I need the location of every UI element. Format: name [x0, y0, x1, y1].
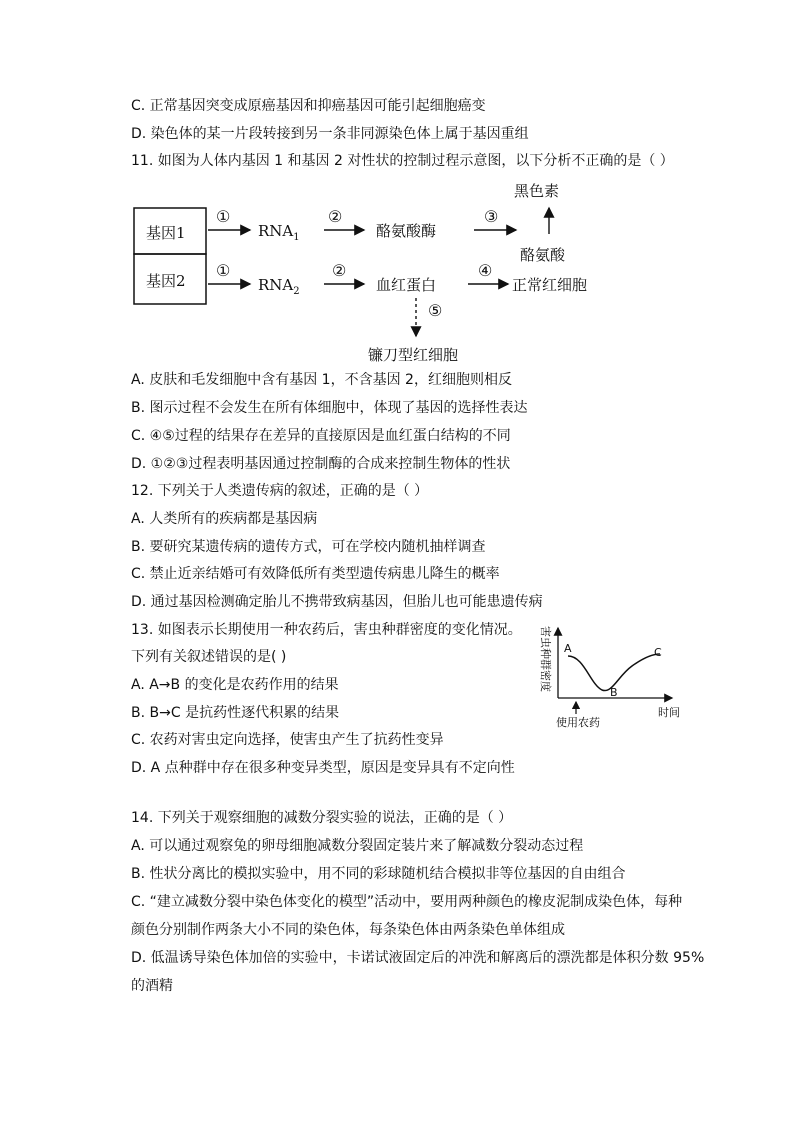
- q13-stem-line1: 13. 如图表示长期使用一种农药后，害虫种群密度的变化情况。: [131, 622, 522, 638]
- gene-expression-diagram: [128, 176, 628, 366]
- sickle-rbc-label: 镰刀型红细胞: [368, 346, 459, 364]
- q12-option-b: B. 要研究某遗传病的遗传方式，可在学校内随机抽样调查: [131, 539, 486, 555]
- rna1-label: $RNA_1$: [258, 222, 300, 243]
- step4-label: ④: [478, 261, 493, 280]
- tyrosine-label: 酪氨酸: [520, 246, 566, 264]
- q11-option-b: B. 图示过程不会发生在所有体细胞中，体现了基因的选择性表达: [131, 400, 528, 416]
- q14-option-b: B. 性状分离比的模拟实验中，用不同的彩球随机结合模拟非等位基因的自由组合: [131, 866, 626, 882]
- point-a-label: A: [564, 642, 572, 655]
- q11-option-d: D. ①②③过程表明基因通过控制酶的合成来控制生物体的性状: [131, 456, 511, 472]
- step1-label-top: ①: [216, 207, 231, 226]
- q13-stem-line2: 下列有关叙述错误的是( ): [131, 649, 287, 665]
- q14-stem: 14. 下列关于观察细胞的减数分裂实验的说法，正确的是（ ）: [131, 810, 513, 826]
- q10-option-c: C. 正常基因突变成原癌基因和抑癌基因可能引起细胞癌变: [131, 98, 486, 114]
- x-axis-label: 时间: [658, 706, 680, 719]
- step5-label: ⑤: [428, 301, 443, 320]
- q13-option-a: A. A→B 的变化是农药作用的结果: [131, 677, 339, 693]
- q12-option-a: A. 人类所有的疾病都是基因病: [131, 511, 318, 527]
- gene2-label: 基因2: [146, 272, 186, 290]
- step2-label-top: ②: [328, 207, 343, 226]
- q11-option-a: A. 皮肤和毛发细胞中含有基因 1，不含基因 2，红细胞则相反: [131, 372, 512, 388]
- gene1-label: 基因1: [146, 224, 186, 242]
- q14-option-c-line2: 颜色分别制作两条大小不同的染色体，每条染色体由两条染色单体组成: [131, 922, 565, 938]
- q10-option-d: D. 染色体的某一片段转接到另一条非同源染色体上属于基因重组: [131, 126, 529, 142]
- q12-option-c: C. 禁止近亲结婚可有效降低所有类型遗传病患儿降生的概率: [131, 566, 500, 582]
- melanin-label: 黑色素: [514, 182, 560, 200]
- q13-option-b: B. B→C 是抗药性逐代积累的结果: [131, 705, 340, 721]
- rna2-label: $RNA_2$: [258, 276, 300, 297]
- pesticide-marker-label: 使用农药: [556, 716, 600, 729]
- q14-option-c-line1: C. “建立减数分裂中染色体变化的模型”活动中，要用两种颜色的橡皮泥制成染色体，每种: [131, 894, 683, 910]
- pest-density-chart: [532, 622, 702, 732]
- step2-label-bottom: ②: [332, 261, 347, 280]
- enzyme-label: 酪氨酸酶: [376, 222, 437, 240]
- q14-option-d-line2: 的酒精: [131, 978, 173, 994]
- point-c-label: C: [654, 646, 662, 659]
- normal-rbc-label: 正常红细胞: [512, 276, 588, 294]
- point-b-label: B: [610, 686, 618, 699]
- q12-option-d: D. 通过基因检测确定胎儿不携带致病基因，但胎儿也可能患遗传病: [131, 594, 543, 610]
- q14-option-d-line1: D. 低温诱导染色体加倍的实验中，卡诺试液固定后的冲洗和解离后的漂洗都是体积分数 95%: [131, 950, 705, 966]
- hemoglobin-label: 血红蛋白: [376, 276, 437, 294]
- q14-option-a: A. 可以通过观察兔的卵母细胞减数分裂固定装片来了解减数分裂动态过程: [131, 838, 584, 854]
- q11-option-c: C. ④⑤过程的结果存在差异的直接原因是血红蛋白结构的不同: [131, 428, 511, 444]
- step1-label-bottom: ①: [216, 261, 231, 280]
- step3-label: ③: [484, 207, 499, 226]
- q13-option-c: C. 农药对害虫定向选择，使害虫产生了抗药性变异: [131, 732, 444, 748]
- y-axis-label: 害虫种群密度: [539, 626, 552, 692]
- q12-stem: 12. 下列关于人类遗传病的叙述，正确的是（ ）: [131, 483, 429, 499]
- q11-stem: 11. 如图为人体内基因 1 和基因 2 对性状的控制过程示意图，以下分析不正确的是（ ）: [131, 153, 674, 169]
- q13-option-d: D. A 点种群中存在很多种变异类型，原因是变异具有不定向性: [131, 760, 515, 776]
